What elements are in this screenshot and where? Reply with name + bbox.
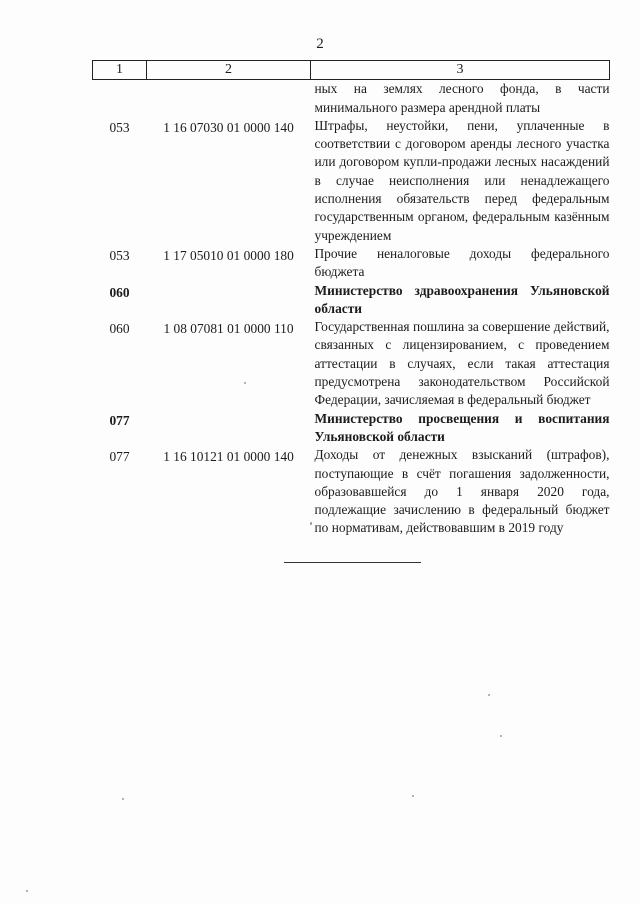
scan-speck (310, 522, 312, 525)
budget-classification-table (92, 60, 610, 538)
table-row (93, 80, 610, 117)
scan-speck (122, 798, 124, 800)
scan-speck (500, 735, 502, 737)
scan-speck (488, 694, 490, 696)
budget-code (147, 410, 311, 447)
scan-speck (26, 890, 28, 892)
end-of-document-rule (284, 562, 421, 563)
description: Штрафы, неустойки, пени, уплаченные в соответствии с договором аренды лесного участка или договором купли-продажи лесных насаждений в случае неисполнения или ненадлежащего исполнения обязательств перед федеральным государственным органом, федеральным казённым учреждением (314, 117, 610, 243)
column-header-1: 1 (93, 61, 147, 80)
admin-code (93, 80, 147, 117)
scan-speck (244, 382, 246, 384)
description: Государственная пошлина за совершение действий, связанных с лицензированием, с проведением аттестации в случаях, если такая аттестация предусмотрена законодательством Российской Федерации, зачисляемая в федеральный бюджет (314, 319, 610, 408)
budget-code: 1 08 07081 01 0000 110 (163, 321, 294, 337)
budget-code (147, 282, 311, 319)
column-header-2: 2 (147, 61, 311, 80)
agency-code: 077 (109, 412, 130, 428)
admin-code: 077 (109, 449, 130, 465)
description: Прочие неналоговые доходы федерального бюджета (314, 245, 610, 280)
description: Доходы от денежных взысканий (штрафов), поступающие в счёт погашения задолженности, образовавшейся до 1 января 2020 года, подлежащие зачислению в федеральный бюджет по нормативам, действовавшим в 2019 году (314, 447, 610, 536)
budget-code: 1 16 10121 01 0000 140 (163, 449, 294, 465)
agency-heading-row (93, 282, 610, 319)
admin-code: 053 (109, 119, 130, 135)
table-header-row (93, 61, 610, 80)
budget-code: 1 17 05010 01 0000 180 (163, 247, 294, 263)
table-row (93, 318, 610, 409)
table-row (93, 446, 610, 537)
scan-speck (412, 795, 414, 797)
agency-code: 060 (109, 284, 130, 300)
agency-name: Министерство просвещения и воспитания Ульяновской области (314, 410, 610, 444)
column-header-3: 3 (311, 61, 610, 80)
budget-code (147, 80, 311, 117)
table-row (93, 245, 610, 282)
admin-code: 053 (109, 247, 130, 263)
page-number: 2 (316, 36, 324, 52)
admin-code: 060 (109, 321, 130, 337)
description: ных на землях лесного фонда, в части минимального размера арендной платы (314, 81, 610, 115)
table-row (93, 117, 610, 245)
budget-code: 1 16 07030 01 0000 140 (163, 119, 294, 135)
agency-heading-row (93, 410, 610, 447)
agency-name: Министерство здравоохранения Ульяновской области (314, 282, 610, 316)
